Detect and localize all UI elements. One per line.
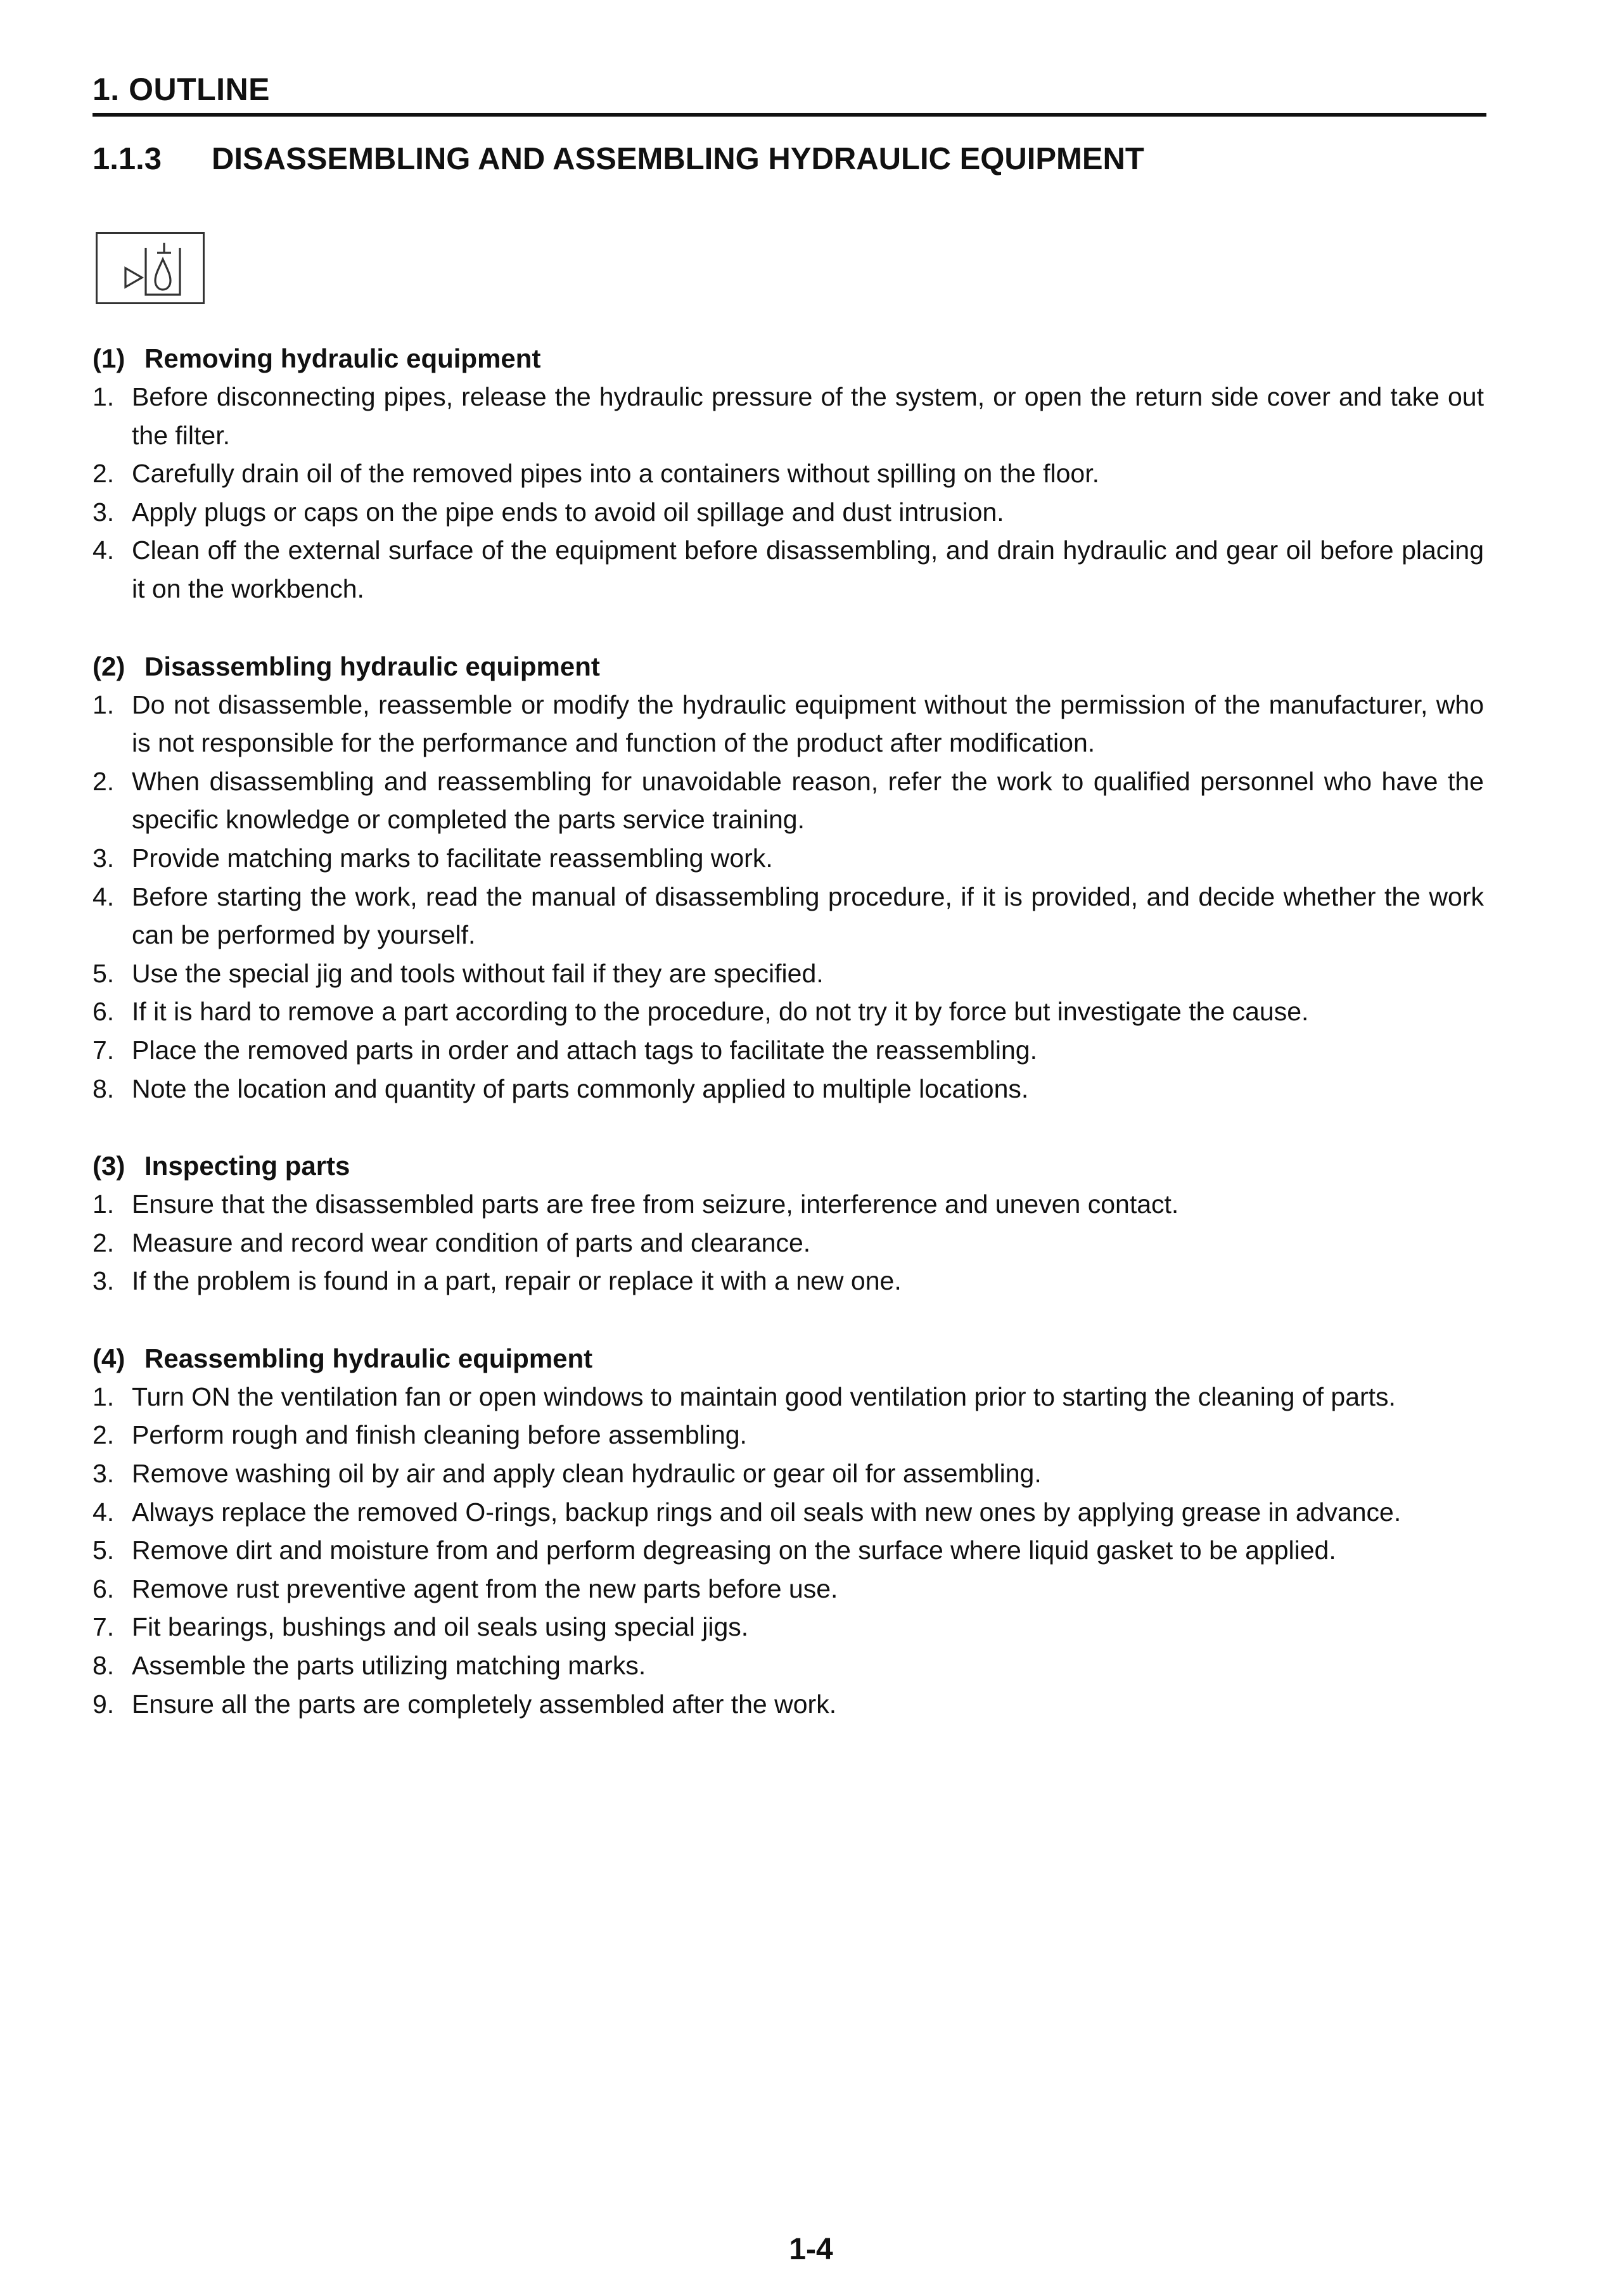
instruction-group (93, 1340, 1484, 1723)
list-item (93, 1185, 1484, 1224)
list-item-text: Remove washing oil by air and apply clean hydraulic or gear oil for assembling. (132, 1459, 1042, 1489)
list-item (93, 954, 1484, 993)
chapter-divider (93, 113, 1486, 117)
list-item (93, 1608, 1484, 1646)
list-item-text: Provide matching marks to facilitate reassembling work. (132, 843, 773, 873)
list-item-number: 1. (93, 1382, 115, 1411)
list-item (93, 1685, 1484, 1724)
list-item (93, 454, 1484, 493)
group-title-text: Inspecting parts (144, 1151, 350, 1181)
list-item (93, 1493, 1484, 1532)
instruction-group (93, 648, 1484, 1108)
list-item (93, 531, 1484, 608)
list-item-number: 8. (93, 1651, 115, 1681)
list-item (93, 1070, 1484, 1108)
list-item-text: Remove rust preventive agent from the new parts before use. (132, 1574, 838, 1603)
list-item (93, 1416, 1484, 1454)
list-item-number: 5. (93, 958, 115, 988)
list-item-number: 6. (93, 997, 115, 1027)
list-item-number: 4. (93, 536, 115, 565)
instruction-group (93, 340, 1484, 608)
list-item-number: 2. (93, 766, 115, 796)
group-title (93, 1340, 1484, 1378)
list-item-number: 3. (93, 497, 115, 527)
list-item-number: 3. (93, 1266, 115, 1296)
list-item-number: 5. (93, 1536, 115, 1565)
list-item-number: 4. (93, 882, 115, 911)
section-title: DISASSEMBLING AND ASSEMBLING HYDRAULIC EQUIPMENT (212, 142, 1144, 176)
list-item-number: 1. (93, 1190, 115, 1219)
list-item (93, 378, 1484, 454)
list-item-number: 2. (93, 459, 115, 489)
list-item-text: Remove dirt and moisture from and perform degreasing on the surface where liquid gasket to be applied. (132, 1536, 1336, 1565)
list-item-number: 7. (93, 1035, 115, 1065)
list-item-text: Perform rough and finish cleaning before assembling. (132, 1420, 747, 1450)
list-item-text: Apply plugs or caps on the pipe ends to avoid oil spillage and dust intrusion. (132, 497, 1004, 527)
list-item (93, 1570, 1484, 1608)
list-item-number: 9. (93, 1689, 115, 1719)
group-title-text: Disassembling hydraulic equipment (144, 651, 600, 681)
list-item-number: 8. (93, 1074, 115, 1103)
list-item (93, 1262, 1484, 1300)
list-item (93, 1454, 1484, 1493)
group-number: (1) (93, 343, 125, 373)
list-item (93, 1378, 1484, 1416)
list-item (93, 493, 1484, 532)
section-heading (93, 138, 1486, 180)
list-item-text: Do not disassemble, reassemble or modify the hydraulic equipment without the permission of the manufacturer, who is not responsible for the performance and function of the product after modification. (132, 689, 1484, 758)
list-item-text: Carefully drain oil of the removed pipes into a containers without spilling on the floor. (132, 459, 1099, 489)
list-item (93, 1224, 1484, 1262)
list-item-number: 2. (93, 1228, 115, 1257)
list-item-number: 3. (93, 1459, 115, 1489)
list-item (93, 686, 1484, 762)
list-item-text: Fit bearings, bushings and oil seals using special jigs. (132, 1612, 749, 1642)
list-item-text: Ensure that the disassembled parts are free from seizure, interference and uneven contact. (132, 1190, 1179, 1219)
list-item-number: 3. (93, 843, 115, 873)
list-item-number: 1. (93, 689, 115, 719)
list-item-text: Clean off the external surface of the equipment before disassembling, and drain hydraulic and gear oil before placing it on the workbench. (132, 536, 1484, 603)
group-number: (2) (93, 651, 125, 681)
list-item-text: Before starting the work, read the manual of disassembling procedure, if it is provided, and decide whether the work can be performed by yourself. (132, 882, 1484, 950)
group-title (93, 648, 1484, 686)
list-item-number: 6. (93, 1574, 115, 1603)
page-number: 1-4 (789, 2233, 833, 2266)
list-item-text: When disassembling and reassembling for unavoidable reason, refer the work to qualified personnel who have the specific knowledge or completed the parts service training. (132, 766, 1484, 835)
list-item-number: 2. (93, 1420, 115, 1450)
list-item-text: If it is hard to remove a part according to the procedure, do not try it by force but investigate the cause. (132, 997, 1309, 1027)
chapter-heading: 1. OUTLINE (93, 72, 271, 107)
group-title-text: Removing hydraulic equipment (144, 343, 541, 373)
list-item-text: Always replace the removed O-rings, backup rings and oil seals with new ones by applying grease in advance. (132, 1497, 1402, 1527)
group-title (93, 340, 1484, 378)
group-title-text: Reassembling hydraulic equipment (144, 1343, 593, 1373)
section-number: 1.1.3 (93, 142, 162, 176)
group-number: (3) (93, 1151, 125, 1181)
list-item-text: Before disconnecting pipes, release the hydraulic pressure of the system, or open the return side cover and take out the filter. (132, 382, 1484, 450)
group-number: (4) (93, 1343, 125, 1373)
list-item-text: Place the removed parts in order and attach tags to facilitate the reassembling. (132, 1035, 1037, 1065)
instructions-body (93, 340, 1484, 1762)
list-item-text: Use the special jig and tools without fail if they are specified. (132, 958, 824, 988)
list-item (93, 762, 1484, 839)
list-item-text: If the problem is found in a part, repair or replace it with a new one. (132, 1266, 902, 1296)
list-item-number: 1. (93, 382, 115, 411)
list-item-number: 4. (93, 1497, 115, 1527)
list-item-number: 7. (93, 1612, 115, 1642)
list-item (93, 1646, 1484, 1685)
group-title (93, 1147, 1484, 1185)
list-item (93, 839, 1484, 878)
list-item (93, 878, 1484, 954)
list-item (93, 1531, 1484, 1570)
list-item-text: Measure and record wear condition of parts and clearance. (132, 1228, 811, 1257)
list-item-text: Ensure all the parts are completely assembled after the work. (132, 1689, 837, 1719)
list-item (93, 992, 1484, 1031)
instruction-group (93, 1147, 1484, 1300)
list-item-text: Assemble the parts utilizing matching marks. (132, 1651, 646, 1681)
list-item (93, 1031, 1484, 1070)
hydraulic-oil-tank-icon (96, 232, 205, 304)
list-item-text: Turn ON the ventilation fan or open windows to maintain good ventilation prior to starting the cleaning of parts. (132, 1382, 1396, 1411)
list-item-text: Note the location and quantity of parts commonly applied to multiple locations. (132, 1074, 1029, 1103)
